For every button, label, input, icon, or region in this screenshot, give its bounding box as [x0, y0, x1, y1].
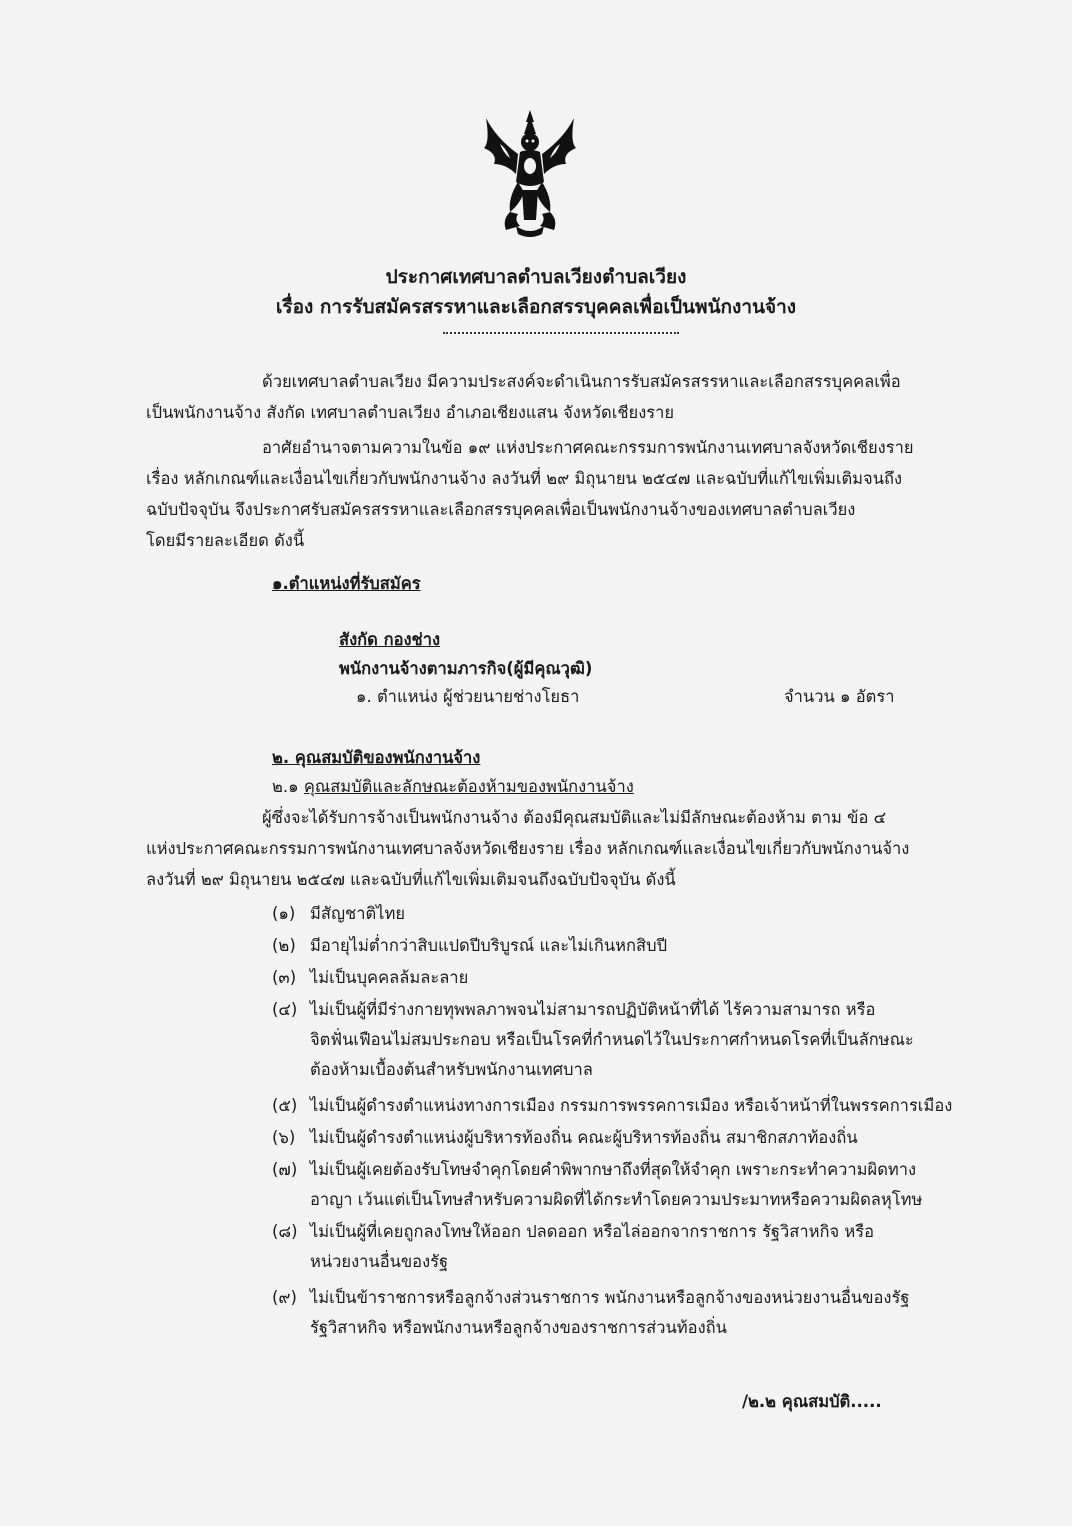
- section-2-1-heading: [272, 775, 634, 799]
- qualification-item-text: ไม่เป็นผู้ที่มีร่างกายทุพพลภาพจนไม่สามารถปฏิบัติหน้าที่ได้ ไร้ความสามารถ หรือ: [310, 1000, 876, 1019]
- qualification-item-number: (๒): [272, 936, 296, 955]
- qualification-item-number: (๖): [272, 1128, 296, 1147]
- qualification-item-number: (๗): [272, 1160, 298, 1179]
- qualification-paragraph-line-2: แห่งประกาศคณะกรรมการพนักงานเทศบาลจังหวัดเชียงราย เรื่อง หลักเกณฑ์และเงื่อนไขเกี่ยวกับพนักงานจ้าง: [146, 839, 910, 858]
- position-quota: จำนวน ๑ อัตรา: [784, 687, 895, 706]
- qualification-item-number: (๓): [272, 968, 297, 987]
- employee-type: พนักงานจ้างตามภารกิจ(ผู้มีคุณวุฒิ): [339, 659, 593, 678]
- garuda-emblem-icon: [480, 108, 580, 240]
- qualification-item-text: รัฐวิสาหกิจ หรือพนักงานหรือลูกจ้างของราชการส่วนท้องถิ่น: [310, 1318, 727, 1337]
- qualification-item-text: ไม่เป็นผู้เคยต้องรับโทษจำคุกโดยคำพิพากษาถึงที่สุดให้จำคุก เพราะกระทำความผิดทาง: [310, 1160, 917, 1179]
- separator-dots: [443, 332, 679, 334]
- section-2-1-number: ๒.๑: [272, 777, 304, 796]
- qualification-paragraph-line-3: ลงวันที่ ๒๙ มิถุนายน ๒๕๔๗ และฉบับที่แก้ไขเพิ่มเติมจนถึงฉบับปัจจุบัน ดังนี้: [146, 870, 676, 889]
- qualification-item-text: ไม่เป็นข้าราชการหรือลูกจ้างส่วนราชการ พนักงานหรือลูกจ้างของหน่วยงานอื่นของรัฐ: [310, 1288, 910, 1307]
- qualification-item-number: (๑): [272, 904, 296, 923]
- qualification-item-text: ต้องห้ามเบื้องต้นสำหรับพนักงานเทศบาล: [310, 1060, 593, 1079]
- position-title: ๑. ตำแหน่ง ผู้ช่วยนายช่างโยธา: [356, 687, 580, 706]
- section-2-heading: ๒. คุณสมบัติของพนักงานจ้าง: [272, 748, 481, 767]
- continued-marker: /๒.๒ คุณสมบัติ.....: [742, 1392, 882, 1411]
- division-label: สังกัด กองช่าง: [339, 630, 441, 649]
- qualification-item-number: (๙): [272, 1288, 297, 1307]
- intro-paragraph-2-line-2: เรื่อง หลักเกณฑ์และเงื่อนไขเกี่ยวกับพนักงานจ้าง ลงวันที่ ๒๙ มิถุนายน ๒๕๔๗ และฉบับที่แก้ไขเพิ่มเติมจนถึง: [146, 469, 903, 488]
- announcement-title: ประกาศเทศบาลตำบลเวียงตำบลเวียง: [385, 266, 687, 288]
- section-1-heading: ๑.ตำแหน่งที่รับสมัคร: [272, 574, 421, 593]
- qualification-item-text: ไม่เป็นบุคคลล้มละลาย: [310, 968, 469, 987]
- qualification-item-number: (๘): [272, 1222, 298, 1241]
- qualification-item-number: (๔): [272, 1000, 298, 1019]
- qualification-item-text: มีอายุไม่ต่ำกว่าสิบแปดปีบริบูรณ์ และไม่เกินหกสิบปี: [310, 936, 668, 955]
- qualification-item-text: มีสัญชาติไทย: [310, 904, 406, 923]
- intro-paragraph-2-line-1: อาศัยอำนาจตามความในข้อ ๑๙ แห่งประกาศคณะกรรมการพนักงานเทศบาลจังหวัดเชียงราย: [262, 438, 914, 457]
- qualification-item-text: ไม่เป็นผู้ที่เคยถูกลงโทษให้ออก ปลดออก หรือไล่ออกจากราชการ รัฐวิสาหกิจ หรือ: [310, 1222, 875, 1241]
- section-2-1-title: คุณสมบัติและลักษณะต้องห้ามของพนักงานจ้าง: [303, 777, 634, 796]
- announcement-subject: เรื่อง การรับสมัครสรรหาและเลือกสรรบุคคลเพื่อเป็นพนักงานจ้าง: [275, 296, 797, 318]
- qualification-item-number: (๕): [272, 1096, 298, 1115]
- qualification-item-text: จิตฟั่นเฟือนไม่สมประกอบ หรือเป็นโรคที่กำหนดไว้ในประกาศกำหนดโรคที่เป็นลักษณะ: [310, 1030, 914, 1049]
- qualification-paragraph-line-1: ผู้ซึ่งจะได้รับการจ้างเป็นพนักงานจ้าง ต้องมีคุณสมบัติและไม่มีลักษณะต้องห้าม ตาม ข้อ ๔: [262, 808, 887, 827]
- intro-paragraph-1-line-2: เป็นพนักงานจ้าง สังกัด เทศบาลตำบลเวียง อำเภอเชียงแสน จังหวัดเชียงราย: [146, 403, 675, 422]
- intro-paragraph-2-line-3: ฉบับปัจจุบัน จึงประกาศรับสมัครสรรหาและเลือกสรรบุคคลเพื่อเป็นพนักงานจ้างของเทศบาลตำบลเวียง: [146, 500, 856, 519]
- qualification-item-text: อาญา เว้นแต่เป็นโทษสำหรับความผิดที่ได้กระทำโดยความประมาทหรือความผิดลหุโทษ: [310, 1190, 923, 1209]
- qualification-item-text: ไม่เป็นผู้ดำรงตำแหน่งทางการเมือง กรรมการพรรคการเมือง หรือเจ้าหน้าที่ในพรรคการเมือง: [310, 1096, 953, 1115]
- qualification-item-text: หน่วยงานอื่นของรัฐ: [310, 1252, 449, 1271]
- intro-paragraph-1-line-1: ด้วยเทศบาลตำบลเวียง มีความประสงค์จะดำเนินการรับสมัครสรรหาและเลือกสรรบุคคลเพื่อ: [262, 372, 901, 391]
- intro-paragraph-2-line-4: โดยมีรายละเอียด ดังนี้: [146, 531, 305, 550]
- qualification-item-text: ไม่เป็นผู้ดำรงตำแหน่งผู้บริหารท้องถิ่น คณะผู้บริหารท้องถิ่น สมาชิกสภาท้องถิ่น: [310, 1128, 858, 1147]
